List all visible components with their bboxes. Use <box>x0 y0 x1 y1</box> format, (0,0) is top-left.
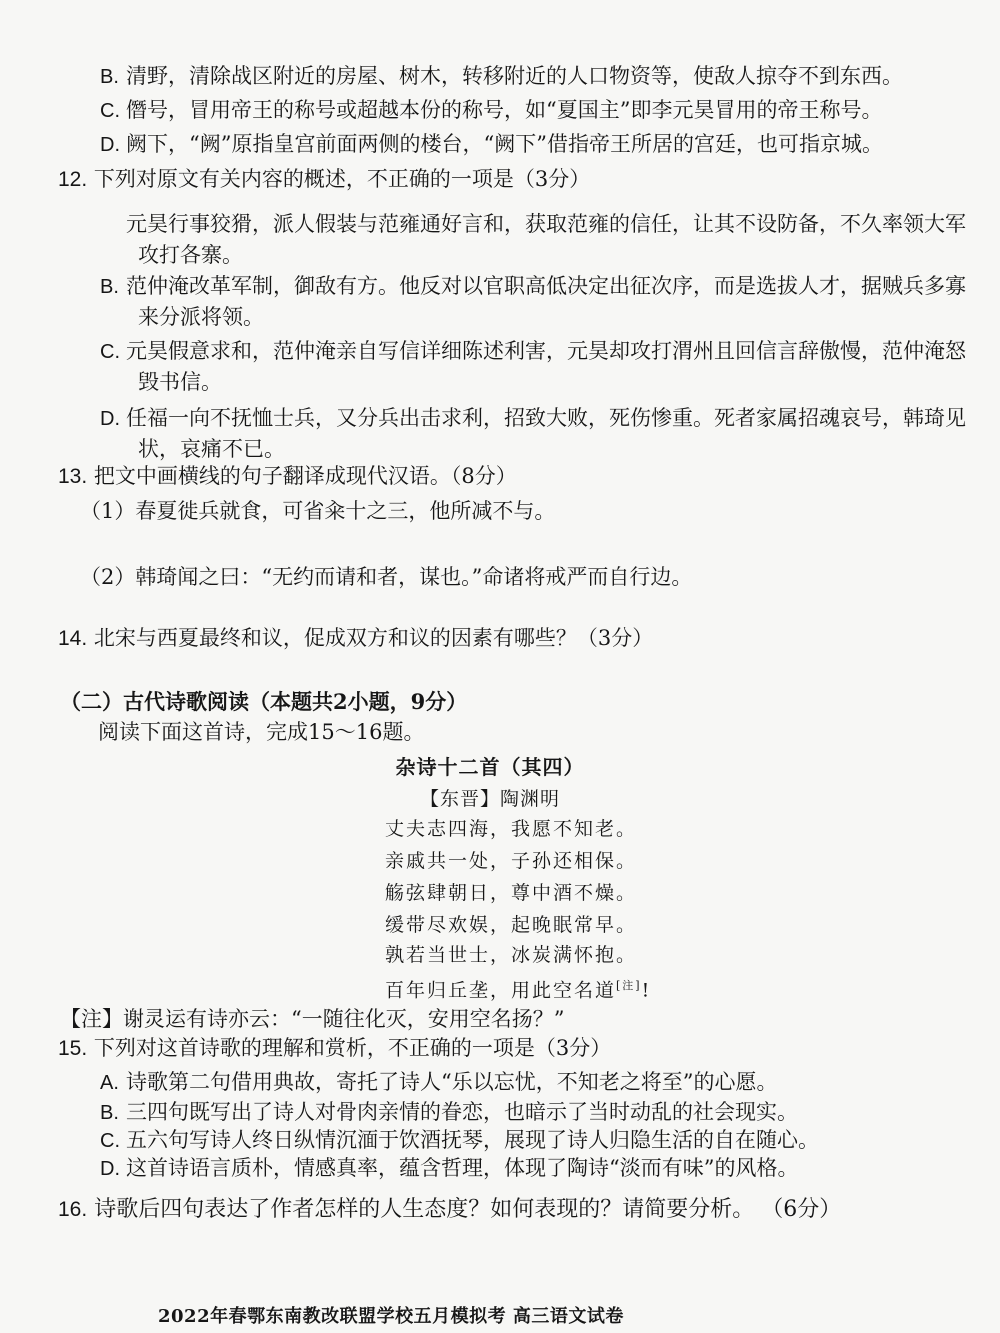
q12-stem: 12. 下列对原文有关内容的概述，不正确的一项是（3分） <box>58 167 591 191</box>
page-footer: 2022年春鄂东南教改联盟学校五月模拟考 高三语文试卷 <box>158 1306 624 1327</box>
q12-option-c-cont: 毁书信。 <box>138 370 222 394</box>
q14-text: 14. 北宋与西夏最终和议，促成双方和议的因素有哪些？（3分） <box>58 626 654 650</box>
q12-option-b: B. 范仲淹改革军制，御敌有方。他反对以官职高低决定出征次序，而是选拔人才，据贼兵多寡 <box>100 274 966 298</box>
poem-note: 【注】谢灵运有诗亦云：“一随往化灭，安用空名扬？” <box>60 1007 565 1031</box>
section2-heading: （二）古代诗歌阅读（本题共2小题，9分） <box>60 689 468 714</box>
q15-option-c: C. 五六句写诗人终日纵情沉湎于饮酒抚琴，展现了诗人归隐生活的自在随心。 <box>100 1128 819 1152</box>
q12-option-d-cont: 状，哀痛不已。 <box>138 437 285 461</box>
q12-option-a-cont: 攻打各寨。 <box>138 243 243 267</box>
q13-item-2: （2）韩琦闻之曰：“无约而请和者，谋也。”命诸将戒严而自行边。 <box>80 565 693 589</box>
q11-option-d: D. 阙下，“阙”原指皇宫前面两侧的楼台，“阙下”借指帝王所居的宫廷，也可指京城。 <box>100 132 883 156</box>
poem-title: 杂诗十二首（其四） <box>395 755 585 779</box>
poem-line-2: 亲戚共一处，子孙还相保。 <box>385 850 638 872</box>
q15-option-d: D. 这首诗语言质朴，情感真率，蕴含哲理，体现了陶诗“淡而有味”的风格。 <box>100 1156 799 1180</box>
note-marker: [注] <box>616 979 642 992</box>
q12-option-b-cont: 来分派将领。 <box>138 305 264 329</box>
q13-stem: 13. 把文中画横线的句子翻译成现代汉语。（8分） <box>58 464 517 488</box>
poem-line-1: 丈夫志四海，我愿不知老。 <box>385 818 638 840</box>
q11-option-b: B. 清野，清除战区附近的房屋、树木，转移附近的人口物资等，使敌人掠夺不到东西。 <box>100 64 903 88</box>
poem-line-4: 缓带尽欢娱，起晚眠常早。 <box>385 914 638 936</box>
q11-option-c: C. 僭号，冒用帝王的称号或超越本份的称号，如“夏国主”即李元昊冒用的帝王称号。 <box>100 98 883 122</box>
poem-author: 【东晋】陶渊明 <box>419 788 560 810</box>
q15-option-a: A. 诗歌第二句借用典故，寄托了诗人“乐以忘忧，不知老之将至”的心愿。 <box>100 1070 778 1094</box>
q15-stem: 15. 下列对这首诗歌的理解和赏析，不正确的一项是（3分） <box>58 1036 612 1060</box>
q13-item-1: （1）春夏徙兵就食，可省籴十之三，他所减不与。 <box>80 499 556 523</box>
q12-option-a: 元昊行事狡猾，派人假装与范雍通好言和，获取范雍的信任，让其不设防备，不久率领大军 <box>126 212 966 236</box>
poem-line-6: 百年归丘垄，用此空名道[注]! <box>385 979 652 1002</box>
poem-line-3: 觞弦肆朝日，尊中酒不燥。 <box>385 882 638 904</box>
q16-text: 16. 诗歌后四句表达了作者怎样的人生态度？如何表现的？请简要分析。 （6分） <box>58 1197 842 1222</box>
section2-instruction: 阅读下面这首诗，完成15～16题。 <box>98 720 425 744</box>
poem-line-5: 孰若当世士，冰炭满怀抱。 <box>385 944 638 966</box>
q15-option-b: B. 三四句既写出了诗人对骨肉亲情的眷恋，也暗示了当时动乱的社会现实。 <box>100 1100 798 1124</box>
q12-option-c: C. 元昊假意求和，范仲淹亲自写信详细陈述利害，元昊却攻打渭州且回信言辞傲慢，范仲淹怒 <box>100 339 966 363</box>
q12-option-d: D. 任福一向不抚恤士兵，又分兵出击求利，招致大败，死伤惨重。死者家属招魂哀号，韩琦见 <box>100 406 966 430</box>
